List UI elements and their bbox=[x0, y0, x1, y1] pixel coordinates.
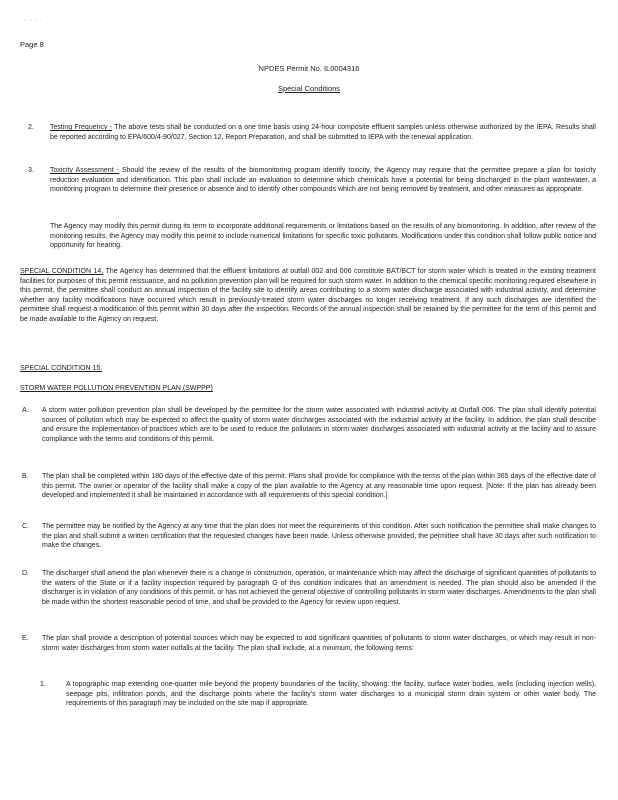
item-lead: Testing Frequency - bbox=[50, 124, 113, 131]
item-letter: D. bbox=[22, 570, 29, 577]
special-condition-15-label: SPECIAL CONDITION 15. bbox=[20, 365, 103, 372]
sub-item-number: 1. bbox=[40, 681, 46, 688]
condition-text: The Agency has determined that the effluent limitations at outfall 002 and 006 constitute BAT/BCT for storm water which is treated in the existing treatment facilities for purposes of this permit reissuance, and no pollution prevention plan will be required for such storm water. In addition to the chemical specific monitoring required elsewhere in this permit, the permittee shall conduct an annual inspection of the facility site to identify areas contributing to a storm water discharge associated with industrial activity, and determine whether any facility modifications have occurred which result in previously-treated storm water discharges no longer receiving treatment. If any such discharges are identified the permittee shall request a modification of this permit within 30 days after the inspection. Records of the annual inspection shall be retained by the permittee for the term of this permit and be made available to the Agency on request. bbox=[20, 268, 596, 323]
item-text: The above tests shall be conducted on a one time basis using 24-hour composite effluent samples unless otherwise authorized by the IEPA. Results shall be reported according to EPA/600/4-90/027, Section 12, Report Preparation, and shall be submitted to IEPA with the renewal application. bbox=[50, 124, 596, 141]
item-lead: Toxicity Assessment - bbox=[50, 167, 119, 174]
swppp-item-b: The plan shall be completed within 180 days of the effective date of this permit. Plans shall provide for compliance with the terms of the plan within 365 days of the effective date of this permit. The owner or operator of the facility shall make a copy of the plan available to the Agency at any reasonable time upon request. [Note: If the plan has already been developed and implemented it shall be maintained in accordance with all requirements of this special condition.] bbox=[42, 473, 596, 500]
page-title: Special Conditions bbox=[277, 84, 341, 93]
item-number: 3. bbox=[28, 167, 34, 174]
swppp-item-e: The plan shall provide a description of potential sources which may be expected to add significant quantities of pollutants to storm water discharges, or which may result in non-storm water discharges from storm water outfalls at the facility. The plan shall include, at a minimum, the following items: bbox=[42, 635, 596, 652]
special-condition-14 bbox=[20, 267, 596, 325]
swppp-item-c: The permittee may be notified by the Agency at any time that the plan does not meet the requirements of this condition. After such notification the permittee shall make changes to the plan and shall submit a written certification that the requested changes have been made. Unless otherwise provided, the permittee shall have 30 days after such notification to make the changes. bbox=[42, 523, 596, 550]
swppp-item-a: A storm water pollution prevention plan shall be developed by the permittee for the storm water associated with industrial activity at Outfall 006. The plan shall identify potential sources of pollution which may be expected to affect the quality of storm water discharges associated with the industrial activity at the facility. In addition, the plan shall describe and ensure the implementation of practices which are to be used to reduce the pollutants in storm water discharges associated with industrial activity at the facility and to assure compliance with the terms and conditions of this permit. bbox=[42, 407, 596, 443]
item-letter: E. bbox=[22, 635, 29, 642]
item-2-paragraph bbox=[50, 123, 596, 142]
item-letter: B. bbox=[22, 473, 29, 480]
swppp-item-d: The discharger shall amend the plan whenever there is a change in construction, operation, or maintenance which may affect the discharge of significant quantities of pollutants to the waters of the State or if a facility inspection required by paragraph G of this condition indicates that an amendment is needed. The plan should also be amended if the discharger is in violation of any conditions of this permit, or has not achieved the general objective of controlling pollutants in storm water discharges. Amendments to the plan shall be made within the shortest reasonable period of time, and shall be provided to the Agency for review upon request. bbox=[42, 570, 596, 606]
header-mark: · · · · bbox=[24, 18, 44, 24]
item-text: Should the review of the results of the biomonitoring program identify toxicity, the Agency may require that the permittee prepare a plan for toxicity reduction evaluation and identification. This plan shall include an evaluation to determine which chemicals have a potential for being discharged in the plant wastewater, a monitoring program to determine their presence or absence and to identify other compounds which are not being removed by treatment, and other measures as appropriate. bbox=[50, 167, 596, 194]
item-3-paragraph bbox=[50, 166, 596, 195]
item-3-paragraph-2: The Agency may modify this permit during its term to incorporate additional requirements or limitations based on the results of any biomonitoring. In addition, after review of the monitoring results, the Agency may modify this permit to include numerical limitations for specific toxic pollutants. Modifications under this condition shall follow public notice and opportunity for hearing. bbox=[50, 223, 596, 250]
item-number: 2. bbox=[28, 124, 34, 131]
swppp-title: STORM WATER POLLUTION PREVENTION PLAN (SWPPP) bbox=[20, 385, 213, 392]
item-letter: C. bbox=[22, 523, 29, 530]
swppp-item-e1: A topographic map extending one-quarter mile beyond the property boundaries of the facility, showing: the facility, surface water bodies, wells (including injection wells), seepage pits, infiltration ponds, and the discharge points where the facility's storm water discharges to a municipal storm drain system or other water body. The requirements of this paragraph may be included on the site map if appropriate. bbox=[66, 681, 596, 708]
page-number: Page 8 bbox=[20, 40, 44, 49]
item-letter: A. bbox=[22, 407, 29, 414]
permit-number: NPDES Permit No. IL0004316 bbox=[258, 64, 360, 73]
condition-label: SPECIAL CONDITION 14. bbox=[20, 268, 104, 275]
